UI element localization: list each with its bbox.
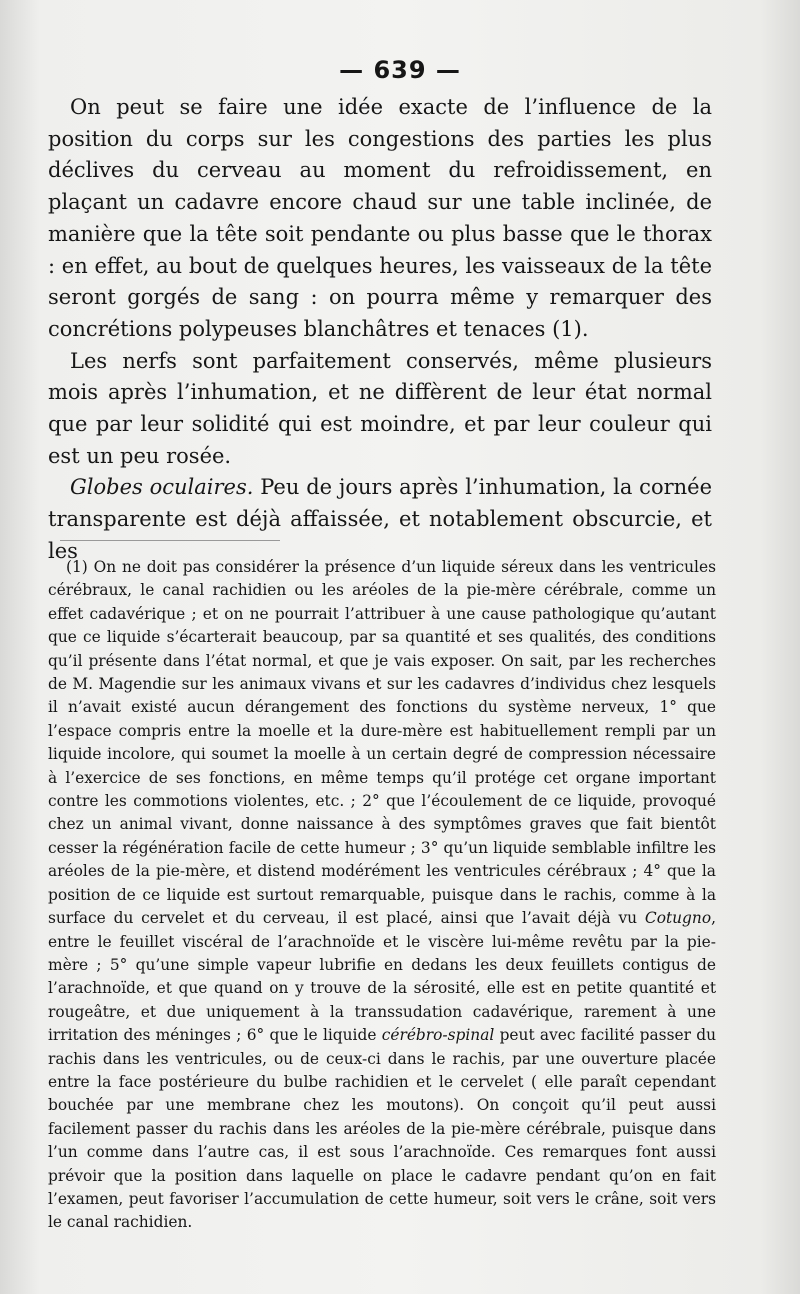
main-text [48,92,712,568]
section-text: Peu de jours après l’inhumation, la cornée transparente est déjà affaissée, et notablement obscurcie, et les [48,475,713,563]
footnote [48,556,716,1235]
footnote-part-2: , entre le feuillet viscéral de l’arachnoïde et le viscère lui-même revêtu par la pie-mère ; 5° qu’une simple vapeur lubrifie en dedans les deux feuillets contigus de l’arachnoïde, et que quand on y trouve de la sérosité, elle est en petite quantité et rougeâtre, et due uniquement à la transsudation cadavérique, rarement à une irritation des méninges ; 6° que le liquide [48,909,716,1045]
section-title: Globes oculaires. [70,475,254,500]
paragraph-globes-oculaires [48,472,712,567]
footnote-italic-cerebro-spinal: cérébro-spinal [381,1026,495,1045]
page-number: — 639 — [339,56,461,84]
footnote-text [48,556,716,1235]
footnote-part-1: (1) On ne doit pas considérer la présence d’un liquide séreux dans les ventricules cérébraux, le canal rachidien ou les aréoles de la pie-mère cérébrale, comme un effet cadavérique ; et on ne pourrait l’attribuer à une cause pathologique qu’autant que ce liquide s’écarterait beaucoup, par sa quantité et ses qualités, des conditions qu’il présente dans l’état normal, et que je vais exposer. On sait, par les recherches de M. Magendie sur les animaux vivans et sur les cadavres d’individus chez lesquels il n’avait existé aucun dérangement des fonctions du système nerveux, 1° que l’espace compris entre la moelle et la dure-mère est habituellement rempli par un liquide incolore, qui soumet la moelle à un certain degré de compression nécessaire à l’exercice de ses fonctions, en même temps qu’il protége cet organe important contre les commotions violentes, etc. ; 2° que l’écoulement de ce liquide, provoqué chez un animal vivant, donne naissance à des symptômes graves que fait bientôt cesser la régénération facile de cette humeur ; 3° qu’un liquide semblable infiltre les aréoles de la pie-mère, et distend modérément les ventricules cérébraux ; 4° que la position de ce liquide est surtout remarquable, puisque dans le rachis, comme à la surface du cervelet et du cerveau, il est placé, ainsi que l’avait déjà vu [48,558,716,928]
paragraph-congestions: On peut se faire une idée exacte de l’influence de la position du corps sur les congestions des parties les plus déclives du cerveau au moment du refroidissement, en plaçant un cadavre encore chaud sur une table inclinée, de manière que la tête soit pendante ou plus basse que le thorax : en effet, au bout de quelques heures, les vaisseaux de la tête seront gorgés de sang : on pourra même y remarquer des concrétions polypeuses blanchâtres et tenaces (1). [48,95,712,341]
footnote-part-3: peut avec facilité passer du rachis dans les ventricules, ou de ceux-ci dans le rachis, par une ouverture placée entre la face postérieure du bulbe rachidien et le cervelet ( elle paraît cependant bouchée par une membrane chez les moutons). On conçoit qu’il peut aussi facilement passer du rachis dans les aréoles de la pie-mère cérébrale, puisque dans l’un comme dans l’autre cas, il est sous l’arachnoïde. Ces remarques font aussi prévoir que la position dans laquelle on place le cadavre pendant qu’on en fait l’examen, peut favoriser l’accumulation de cette humeur, soit vers le crâne, soit vers le canal rachidien. [48,1026,716,1232]
footnote-divider [60,540,280,541]
footnote-italic-cotugno: Cotugno [644,909,712,928]
paragraph-nerfs: Les nerfs sont parfaitement conservés, même plusieurs mois après l’inhumation, et ne diffèrent de leur état normal que par leur solidité qui est moindre, et par leur couleur qui est un peu rosée. [48,348,712,468]
